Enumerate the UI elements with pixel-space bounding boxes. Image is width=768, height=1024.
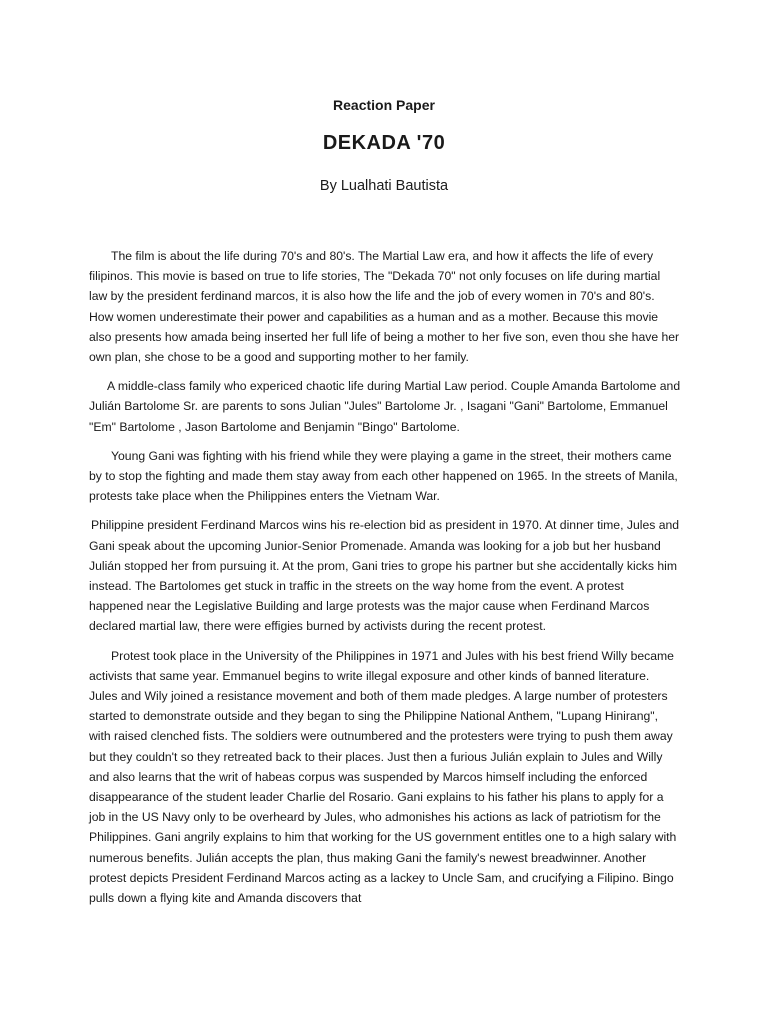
document-label: Reaction Paper	[333, 97, 435, 113]
paragraph-family: A middle-class family who expericed chaotic life during Martial Law period. Couple Amanda Bartolome and Julián Bartolome Sr. are parents to sons Julian "Jules" Bartolome Jr. , Isagani "Gani" Bartolome, Emmanuel "Em" Bartolome , Jason Bartolome and Benjamin "Bingo" Bartolome.	[89, 379, 681, 434]
paragraph-marcos-reelection: Philippine president Ferdinand Marcos wins his re-election bid as president in 1970. At dinner time, Jules and Gani speak about the upcoming Junior-Senior Promenade. Amanda was looking for a job but her husband Julián stopped her from pursuing it. At the prom, Gani tries to grope his partner but she accidentally kicks him instead. The Bartolomes get stuck in traffic in the streets on the way home from the event. A protest happened near the Legislative Building and large protests was the major cause when Ferdinand Marcos declared martial law, there were effigies burned by activists during the recent protest.	[89, 518, 680, 634]
paragraph-intro: The film is about the life during 70's and 80's. The Martial Law era, and how it affects the life of every filipinos. This movie is based on true to life stories, The "Dekada 70" not only focuses on life during martial law by the president ferdinand marcos, it is also how the life and the job of every women in 70's and 80's. How women underestimate their power and capabilities as a human and as a mother. Because this movie also presents how amada being inserted her full life of being a mother to her five son, even thou she have her own plan, she chose to be a good and supporting mother to her family.	[89, 249, 680, 365]
paragraph-young-gani: Young Gani was fighting with his friend while they were playing a game in the street, their mothers came by to stop the fighting and made them stay away from each other happened on 1965. In the streets of Manila, protests take place when the Philippines enters the Vietnam War.	[89, 448, 678, 504]
document-author: By Lualhati Bautista	[319, 178, 449, 194]
paragraph-protest-1971: Protest took place in the University of the Philippines in 1971 and Jules with his best friend Willy became activists that same year. Emmanuel begins to write illegal exposure and other kinds of banned literature. Jules and Wily joined a resistance movement and both of them made pledges. A large number of protesters started to demonstrate outside and they began to sing the Philippine National Anthem, "Lupang Hinirang", with raised clenched fists. The soldiers were outnumbered and the protesters were trying to push them away but they couldn't so they retreated back to their places. Just then a furious Julián explain to Jules and Willy and also learns that the writ of habeas corpus was suspended by Marcos himself including the enforced disappearance of the student leader Charlie del Rosario. Gani explains to his father his plans to apply for a job in the US Navy only to be overheard by Jules, who admonishes his actions as lack of patriotism for the Philippines. Gani angrily explains to him that working for the US government entitles one to a high salary with numerous benefits. Julián accepts the plan, thus making Gani the family's newest breadwinner. Another protest depicts President Ferdinand Marcos acting as a lackey to Uncle Sam, and crucifying a Filipino. Bingo pulls down a flying kite and Amanda discovers that	[89, 648, 677, 906]
document-title: DEKADA '70	[322, 132, 446, 154]
document-body	[89, 246, 681, 917]
